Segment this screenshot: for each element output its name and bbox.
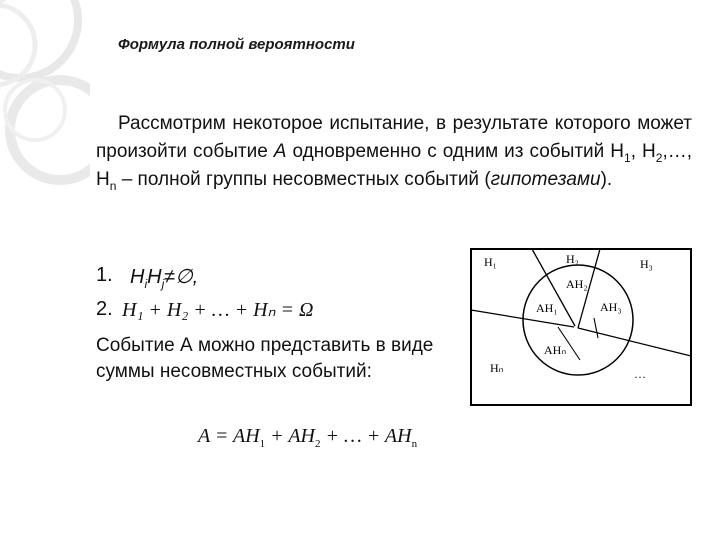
label-AH3: AH₃	[600, 300, 622, 314]
label-H3: H₃	[640, 257, 653, 271]
label-AH1: AH₁	[536, 301, 558, 315]
label-H1: H₁	[484, 255, 497, 269]
label-Hn: Hₙ	[490, 361, 504, 375]
condition-2: 2. H₁ + H₂ + … + Hₙ = Ω	[96, 298, 314, 321]
label-AH2: AH₂	[566, 277, 588, 291]
label-H2: H₂	[566, 252, 579, 266]
condition-1: 1. $H_iH_j\ne\emptyset$,	[96, 264, 199, 291]
decorative-circles	[0, 0, 90, 540]
slide-title: Формула полной вероятности	[118, 36, 355, 53]
venn-diagram	[470, 248, 692, 406]
label-ellipsis: …	[634, 367, 646, 381]
total-formula: $A = AH_1 + AH_2$ + … + $AH_n$	[198, 425, 418, 450]
intro-paragraph: Рассмотрим некоторое испытание, в результате которого может произойти событие А одновременно с одним из событий $Н_1$, $Н_2,\dots$, $Н_n$ – полной группы несовместных событий (гипотезами).	[96, 113, 692, 193]
sum-equals-omega: H₁ + H₂ + … + Hₙ = Ω	[122, 299, 314, 321]
sum-paragraph: Событие А можно представить в виде суммы несовместных событий:	[96, 335, 434, 382]
label-AHn: AHₙ	[544, 343, 567, 357]
